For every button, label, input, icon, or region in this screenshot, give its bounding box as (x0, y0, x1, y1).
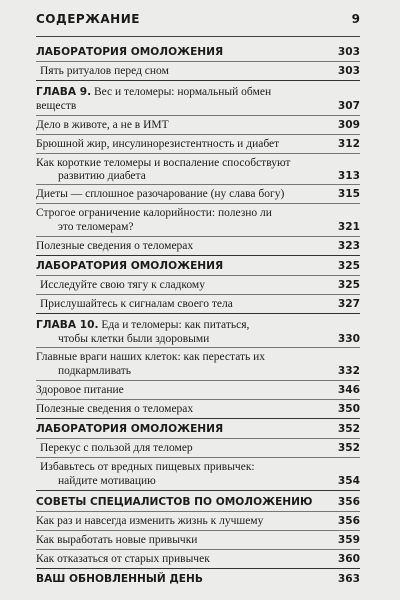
divider (36, 347, 360, 348)
divider (36, 399, 360, 400)
divider (36, 313, 360, 314)
divider (36, 255, 360, 256)
divider (36, 275, 360, 276)
divider (36, 153, 360, 154)
divider (36, 457, 360, 458)
divider (36, 61, 360, 62)
divider (36, 80, 360, 81)
divider (36, 294, 360, 295)
book-page: СОДЕРЖАНИЕ 9 ЛАБОРАТОРИЯ ОМОЛОЖЕНИЯ 303 Пять ритуалов перед сном 303 ГЛАВА 9. Вес и теломеры: нормальный обмен веществ 307 Дело в животе, а не в ИМТ 309 Брюшной жир, инсулинорезистентность и диабет 312 Как короткие теломеры и воспаление способствуют развитию диабета 313 Диеты — сплошное разочарование (ну слава богу) 315 Строгое ограничение калорийности: полезно ли это теломерам? 321 Полезные сведения о теломерах 323 ЛАБОРАТОРИЯ ОМОЛОЖЕНИЯ 325 Исследуйте свою тягу к сладкому 325 Прислушайтесь к сигналам своего тела 327 ГЛАВА 10. Еда и теломеры: как питаться, чтобы клетки были здоровыми 330 Главные враги наших клеток: как перестать их подкармливать 332 Здоровое питание 346 Полезные сведения о теломерах 350 ЛАБОРАТОРИЯ ОМОЛОЖЕНИЯ 352 Перекус с пользой для теломер 352 Избавьтесь от вредных пищевых привычек: найдите мотивацию 354 СОВЕТЫ СПЕЦИАЛИСТОВ ПО ОМОЛОЖЕНИЮ 356 Как раз и навсегда изменить жизнь к лучшему 356 Как выработать новые привычки 359 Как отказаться от старых привычек 360 ВАШ ОБНОВЛЕННЫЙ ДЕНЬ 363 (0, 0, 400, 600)
running-header (36, 10, 360, 37)
divider (36, 438, 360, 439)
divider (36, 115, 360, 116)
divider (36, 203, 360, 204)
divider (36, 380, 360, 381)
divider (36, 236, 360, 237)
divider (36, 568, 360, 569)
page-number: 9 (351, 12, 360, 26)
divider (36, 490, 360, 491)
divider (36, 511, 360, 512)
divider (36, 418, 360, 419)
divider (36, 184, 360, 185)
divider (36, 530, 360, 531)
divider (36, 134, 360, 135)
divider (36, 549, 360, 550)
page-title: СОДЕРЖАНИЕ (36, 12, 140, 26)
